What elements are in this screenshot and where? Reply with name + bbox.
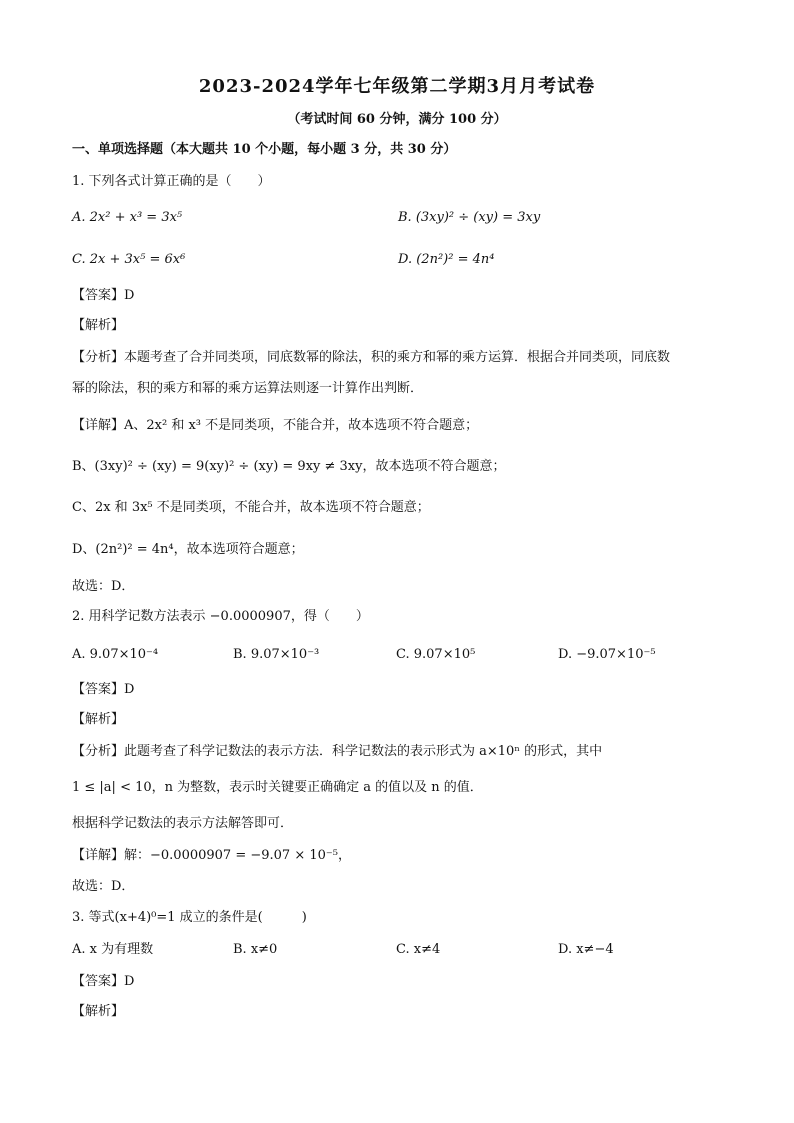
q3-option-d: D. x≠−4 xyxy=(558,942,614,957)
q1-analysis-line-1: 【分析】本题考查了合并同类项，同底数幂的除法，积的乘方和幂的乘方运算．根据合并同类项，同底数 xyxy=(72,350,671,365)
page-title: 2023-2024学年七年级第二学期3月月考试卷 xyxy=(198,76,596,97)
q2-detail: 【详解】解：−0.0000907 = −9.07 × 10⁻⁵， xyxy=(72,848,351,863)
q1-detail-a: 【详解】A、2x² 和 x³ 不是同类项，不能合并，故本选项不符合题意； xyxy=(72,418,479,433)
q3-answer: 【答案】D xyxy=(72,974,135,989)
q2-option-b: B. 9.07×10⁻³ xyxy=(233,647,320,662)
q1-answer: 【答案】D xyxy=(72,288,135,303)
q2-choose: 故选：D． xyxy=(72,879,135,894)
q2-method: 根据科学记数法的表示方法解答即可． xyxy=(72,816,294,831)
section-heading: 一、单项选择题（本大题共 10 个小题，每小题 3 分，共 30 分） xyxy=(72,142,457,157)
q2-analysis-label: 【解析】 xyxy=(72,712,125,727)
q2-analysis-line-2: 1 ≤ |a| < 10，n 为整数，表示时关键要正确确定 a 的值以及 n 的值． xyxy=(72,780,483,795)
q1-choose: 故选：D． xyxy=(72,579,135,594)
q1-option-a: A. 2x² + x³ = 3x⁵ xyxy=(72,210,183,225)
exam-info: （考试时间 60 分钟，满分 100 分） xyxy=(287,112,507,127)
q1-detail-d: D、(2n²)² = 4n⁴，故本选项符合题意； xyxy=(72,542,304,557)
q1-option-b: B. (3xy)² ÷ (xy) = 3xy xyxy=(398,210,541,225)
q1-detail-b: B、(3xy)² ÷ (xy) = 9(xy)² ÷ (xy) = 9xy ≠ 3xy，故本选项不符合题意； xyxy=(72,459,506,474)
q3-stem: 3. 等式(x+4)⁰=1 成立的条件是( ) xyxy=(72,910,307,925)
q1-analysis-label: 【解析】 xyxy=(72,318,125,333)
q1-analysis-line-2: 幂的除法，积的乘方和幂的乘方运算法则逐一计算作出判断． xyxy=(72,381,424,396)
q1-detail-c: C、2x 和 3x⁵ 不是同类项，不能合并，故本选项不符合题意； xyxy=(72,500,430,515)
q2-stem: 2. 用科学记数方法表示 −0.0000907，得（ ） xyxy=(72,609,369,624)
q1-stem: 1. 下列各式计算正确的是（ ） xyxy=(72,174,271,189)
q3-option-b: B. x≠0 xyxy=(233,942,278,957)
q2-option-c: C. 9.07×10⁵ xyxy=(396,647,476,662)
q1-option-d: D. (2n²)² = 4n⁴ xyxy=(398,252,495,267)
q2-analysis-line-1: 【分析】此题考查了科学记数法的表示方法．科学记数法的表示形式为 a×10ⁿ 的形式，其中 xyxy=(72,744,603,759)
q1-option-c: C. 2x + 3x⁵ = 6x⁶ xyxy=(72,252,186,267)
q2-option-a: A. 9.07×10⁻⁴ xyxy=(72,647,159,662)
q3-option-a: A. x 为有理数 xyxy=(72,942,154,957)
q3-option-c: C. x≠4 xyxy=(396,942,441,957)
q2-answer: 【答案】D xyxy=(72,682,135,697)
q3-analysis-label: 【解析】 xyxy=(72,1004,125,1019)
q2-option-d: D. −9.07×10⁻⁵ xyxy=(558,647,656,662)
